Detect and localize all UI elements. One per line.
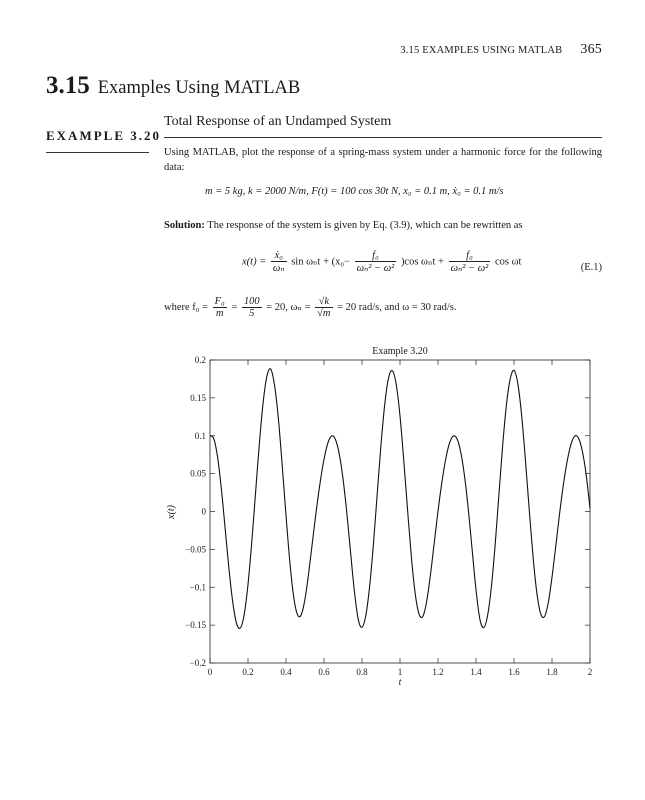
x-tick-label: 0 — [207, 667, 213, 677]
y-axis-label: x(t) — [166, 505, 177, 519]
running-head — [400, 42, 602, 58]
x-tick-label: 2 — [587, 667, 593, 677]
y-tick-label: 0 — [201, 506, 206, 517]
x-tick-label: 1 — [397, 667, 403, 677]
y-tick-label: −0.05 — [185, 544, 206, 555]
given-data-line: m = 5 kg, k = 2000 N/m, F(t) = 100 cos 30t N, x₀ = 0.1 m, ẋ₀ = 0.1 m/s — [205, 186, 504, 197]
data-point-group — [210, 369, 590, 628]
tick-group — [210, 360, 590, 663]
eq-frac-3-den: ωₙ² − ω² — [450, 263, 489, 274]
section-number: 3.15 — [46, 72, 90, 99]
response-plot — [160, 340, 610, 690]
where-tail: = 20 rad/s, and ω = 30 rad/s. — [337, 301, 457, 313]
x-tick-label: 1.6 — [508, 667, 520, 677]
where-mid: = 20, ωₙ = — [266, 301, 311, 313]
eq-frac-2-num: f₀ — [355, 250, 397, 262]
y-tick-label: 0.1 — [194, 430, 206, 441]
eq-frac-3-num: f₀ — [449, 250, 491, 262]
where-frac-c — [315, 296, 332, 319]
y-tick-label: −0.1 — [189, 582, 206, 593]
eq-frac-1 — [271, 250, 287, 274]
where-frac-a — [213, 296, 227, 319]
y-tick-label: 0.15 — [190, 392, 206, 403]
where-eq: = — [231, 301, 238, 313]
x-tick-label: 0.2 — [242, 667, 254, 677]
x-tick-label: 0.4 — [280, 667, 292, 677]
plot-frame — [210, 360, 590, 663]
section-title: Examples Using MATLAB — [97, 78, 301, 98]
where-frac-b-den: 5 — [249, 308, 255, 319]
eq-lhs: x(t) = — [242, 256, 267, 268]
series-line-xt — [210, 369, 590, 629]
running-head-section: 3.15 EXAMPLES USING MATLAB — [400, 45, 563, 56]
y-tick-label: 0.05 — [190, 468, 206, 479]
tick-label-group — [185, 355, 592, 677]
section-heading — [46, 72, 300, 100]
example-label: EXAMPLE 3.20 — [46, 128, 161, 143]
where-lead: where f₀ = — [164, 301, 208, 313]
solution-text: The response of the system is given by Eq. (3.9), which can be rewritten as — [207, 220, 523, 231]
equation-tag: (E.1) — [580, 262, 602, 273]
x-tick-label: 1.2 — [432, 667, 444, 677]
where-frac-b — [242, 296, 262, 319]
eq-frac-1-den: ωₙ — [272, 263, 285, 274]
y-tick-label: −0.2 — [189, 658, 206, 668]
solution-paragraph — [164, 220, 604, 231]
example-title-rule — [164, 137, 602, 138]
x-tick-label: 0.6 — [318, 667, 330, 677]
eq-term-3: cos ωt — [494, 256, 522, 268]
solution-label: Solution: — [164, 220, 205, 231]
eq-term-2: )cos ωₙt + — [400, 256, 444, 268]
response-equation — [242, 250, 521, 274]
eq-frac-1-num: ẋ₀ — [271, 250, 287, 262]
eq-frac-3 — [449, 250, 491, 274]
chart-title: Example 3.20 — [372, 346, 428, 357]
where-frac-a-den: m — [215, 308, 224, 319]
eq-frac-2-den: ωₙ² − ω² — [356, 263, 395, 274]
where-frac-c-num: √k — [315, 296, 332, 308]
eq-frac-2 — [355, 250, 397, 274]
y-tick-label: 0.2 — [194, 355, 206, 365]
y-tick-label: −0.15 — [185, 620, 206, 631]
page-number: 365 — [580, 42, 602, 57]
where-frac-c-den: √m — [317, 308, 331, 319]
eq-paren-open: (x₀− — [331, 256, 350, 268]
where-frac-b-num: 100 — [243, 296, 260, 307]
x-axis-label: t — [398, 677, 402, 688]
example-label-rule — [46, 152, 149, 153]
x-tick-label: 0.8 — [356, 667, 368, 677]
example-title: Total Response of an Undamped System — [164, 114, 392, 129]
eq-term-1: sin ωₙt + — [291, 256, 329, 268]
where-clause — [164, 296, 457, 319]
where-frac-a-num: F₀ — [214, 296, 225, 307]
problem-statement: Using MATLAB, plot the response of a spring-mass system under a harmonic force for the following data: — [164, 147, 602, 173]
x-tick-label: 1.4 — [470, 667, 482, 677]
x-tick-label: 1.8 — [546, 667, 558, 677]
